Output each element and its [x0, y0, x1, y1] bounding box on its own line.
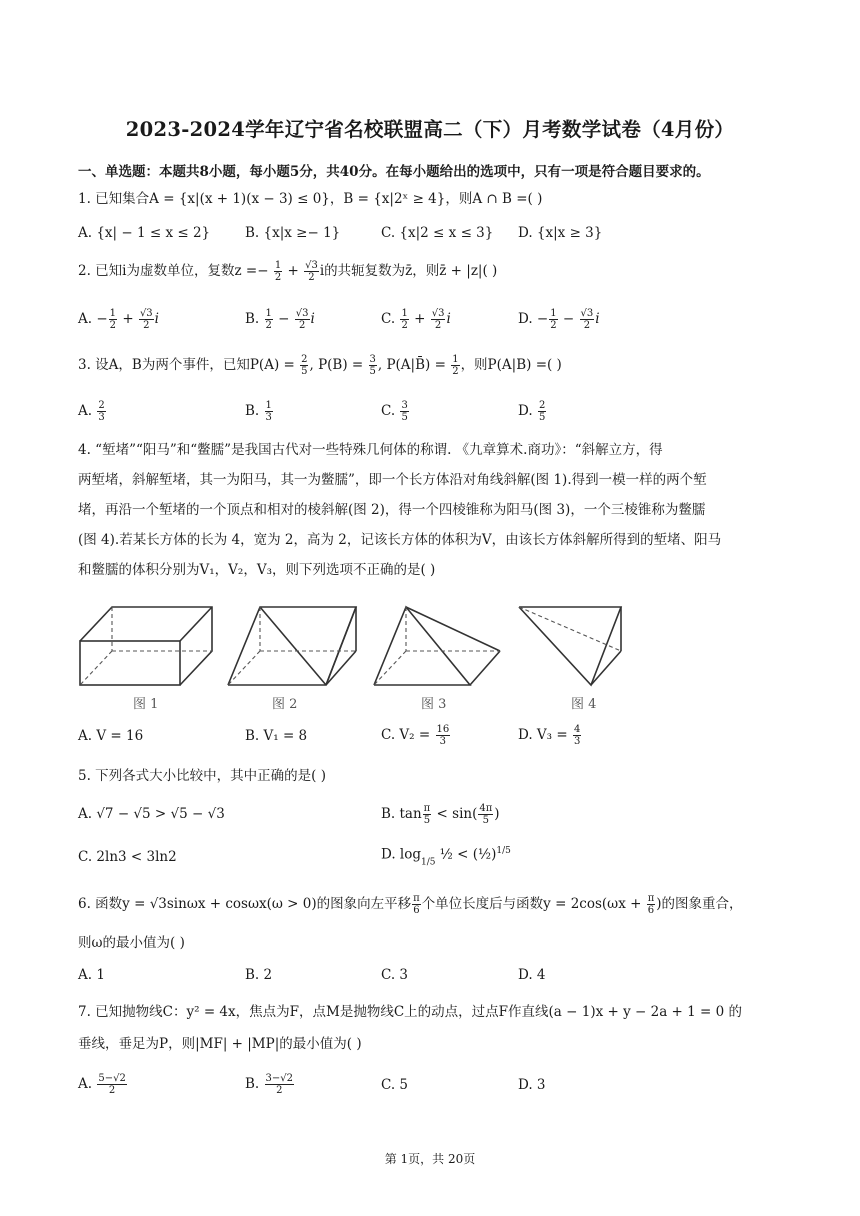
page-title: 2023-2024学年辽宁省名校联盟高二（下）月考数学试卷（4月份） [125, 118, 735, 141]
q6-option-c: C. 3 [381, 967, 409, 983]
figure-1-label: 图 1 [133, 697, 159, 712]
q6-option-a: A. 1 [78, 967, 105, 983]
q3-option-d: D. $\frac{2}{5}$ [518, 400, 546, 423]
q7-option-d: D. 3 [518, 1077, 546, 1093]
q4-option-a: A. V = 16 [78, 728, 144, 744]
q1-option-a: A. {x| − 1 ≤ x ≤ 2} [78, 225, 211, 241]
question-4-line-2: 两堑堵，斜解堑堵，其一为阳马，其一为鳖臑”，即一个长方体沿对角线斜解(图 1).得到一模一样的两个堑 [78, 472, 707, 488]
q3-option-c: C. $\frac{3}{5}$ [381, 400, 408, 423]
q6-option-d: D. 4 [518, 967, 546, 983]
q5-option-d: D. $\log_{1/5}$ ½ < (½)$^{1/5}$ [381, 846, 511, 868]
question-1-stem: 1. 已知集合A = {x|(x + 1)(x − 3) ≤ 0}，B = {x|2ˣ ≥ 4}，则A ∩ B =( ) [78, 191, 543, 207]
question-2-stem: 2. 已知i为虚数单位，复数z =− $\frac{1}{2}$ + $\frac{√3}{2}$ i的共轭复数为z̄，则z̄ + |z|( ) [78, 260, 498, 283]
figure-2-label: 图 2 [272, 697, 298, 712]
q1-option-b: B. {x|x ≥− 1} [245, 225, 341, 241]
q5-option-b: B. tan $\frac{\pi}{5}$ < sin( $\frac{4\pi}{5}$ ) [381, 803, 500, 826]
figure-3-pyramid [372, 603, 504, 689]
q7-option-b: B. $\frac{3-√2}{2}$ [245, 1073, 293, 1096]
section-heading: 一、单选题：本题共8小题，每小题5分，共40分。在每小题给出的选项中，只有一项是符合题目要求的。 [78, 164, 710, 180]
question-6-stem: 6. 函数y = √3sinωx + cosωx(ω > 0)的图象向左平移 $\frac{\pi}{6}$ 个单位长度后与函数y = 2cos(ωx + $\frac{\pi}{6}$ )的图象重合， [78, 893, 743, 916]
q5-option-c: C. 2ln3 < 3ln2 [78, 849, 177, 865]
q3-option-a: A. $\frac{2}{3}$ [78, 400, 105, 423]
question-7-line-1: 7. 已知抛物线C：y² = 4x，焦点为F，点M是抛物线C上的动点，过点F作直线(a − 1)x + y − 2a + 1 = 0 的 [78, 1004, 743, 1020]
question-6-line-2: 则ω的最小值为( ) [78, 935, 185, 951]
question-4-line-4: (图 4).若某长方体的长为 4，宽为 2，高为 2，记该长方体的体积为V，由该长方体斜解所得到的堑堵、阳马 [78, 532, 722, 548]
q3-option-b: B. $\frac{1}{3}$ [245, 400, 272, 423]
q5-option-a: A. √7 − √5 > √5 − √3 [78, 806, 225, 822]
q4-option-d: D. V₃ = $\frac{4}{3}$ [518, 724, 581, 747]
q7-option-c: C. 5 [381, 1077, 409, 1093]
question-7-line-2: 垂线，垂足为P，则|MF| + |MP|的最小值为( ) [78, 1036, 362, 1052]
question-4-line-5: 和鳖臑的体积分别为V₁，V₂，V₃，则下列选项不正确的是( ) [78, 562, 436, 578]
q2-option-b: B. $\frac{1}{2}$ − $\frac{√3}{2}$ i [245, 308, 315, 331]
q2-option-d: D. − $\frac{1}{2}$ − $\frac{√3}{2}$ i [518, 308, 600, 331]
q1-option-c: C. {x|2 ≤ x ≤ 3} [381, 225, 494, 241]
figure-4-label: 图 4 [571, 697, 597, 712]
figure-4-tetrahedron [517, 603, 625, 689]
q4-option-b: B. V₁ = 8 [245, 728, 308, 744]
q2-option-c: C. $\frac{1}{2}$ + $\frac{√3}{2}$ i [381, 308, 451, 331]
question-5-stem: 5. 下列各式大小比较中，其中正确的是( ) [78, 768, 326, 784]
page-footer: 第 1页，共 20页 [384, 1152, 476, 1166]
q1-option-d: D. {x|x ≥ 3} [518, 225, 603, 241]
question-4-line-3: 堵，再沿一个堑堵的一个顶点和相对的棱斜解(图 2)，得一个四棱锥称为阳马(图 3)，一个三棱锥称为鳖臑 [78, 502, 706, 518]
figure-3-label: 图 3 [421, 697, 447, 712]
question-3-stem: 3. 设A，B为两个事件，已知P(A) = $\frac{2}{5}$ , P(B) = $\frac{3}{5}$ , P(A|B̄) = $\frac{1}{2}$ ，则P(A|B) =( ) [78, 354, 562, 377]
q6-option-b: B. 2 [245, 967, 273, 983]
question-4-line-1: 4. “堑堵”“阳马”和“鳖臑”是我国古代对一些特殊几何体的称谓. 《九章算术.商功》：“斜解立方，得 [78, 442, 663, 458]
q4-option-c: C. V₂ = $\frac{16}{3}$ [381, 724, 450, 747]
q2-option-a: A. − $\frac{1}{2}$ + $\frac{√3}{2}$ i [78, 308, 159, 331]
figure-1-cuboid [78, 603, 218, 689]
q7-option-a: A. $\frac{5-√2}{2}$ [78, 1073, 126, 1096]
figure-2-prism [226, 603, 361, 689]
